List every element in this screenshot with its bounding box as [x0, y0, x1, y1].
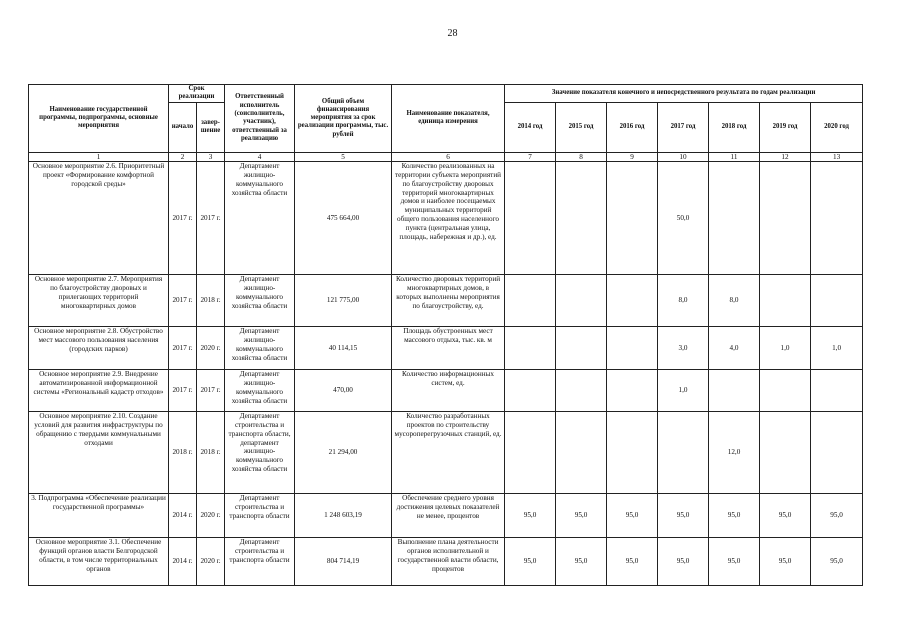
row-value: 95,0	[760, 538, 811, 586]
row-responsible: Департамент строительства и транспорта области	[225, 494, 295, 538]
row-end: 2020 г.	[197, 538, 225, 586]
row-indicator: Выполнение плана деятельности органов исполнительной и государственной власти области, процентов	[392, 538, 505, 586]
row-name: Основное мероприятие 2.7. Мероприятия по благоустройству дворовых и прилегающих территорий многоквартирных домов	[29, 275, 169, 327]
row-volume: 21 294,00	[295, 412, 392, 494]
header-responsible: Ответственный исполнитель (соисполнитель, участник), ответственный за реализацию	[225, 85, 295, 153]
column-number: 11	[709, 152, 760, 162]
row-responsible: Департамент жилищно-коммунального хозяйства области	[225, 327, 295, 370]
row-end: 2017 г.	[197, 370, 225, 412]
row-value: 95,0	[709, 494, 760, 538]
row-value	[709, 370, 760, 412]
header-values-group: Значение показателя конечного и непосредственного результата по годам реализации	[505, 85, 863, 103]
header-start: начало	[169, 102, 197, 152]
row-start: 2014 г.	[169, 538, 197, 586]
row-end: 2018 г.	[197, 412, 225, 494]
row-value: 95,0	[505, 538, 556, 586]
table-row	[29, 494, 863, 538]
row-end: 2020 г.	[197, 327, 225, 370]
row-value	[505, 275, 556, 327]
row-name: Основное мероприятие 2.6. Приоритетный проект «Формирование комфортной городской среды»	[29, 162, 169, 275]
program-table	[28, 84, 863, 586]
row-indicator: Площадь обустроенных мест массового отдыха, тыс. кв. м	[392, 327, 505, 370]
row-value	[760, 370, 811, 412]
row-end: 2020 г.	[197, 494, 225, 538]
column-number: 1	[29, 152, 169, 162]
row-volume: 1 248 603,19	[295, 494, 392, 538]
row-volume: 475 664,00	[295, 162, 392, 275]
row-value: 95,0	[760, 494, 811, 538]
row-value	[607, 370, 658, 412]
row-responsible: Департамент жилищно-коммунального хозяйства области	[225, 162, 295, 275]
row-value	[556, 370, 607, 412]
row-value	[505, 327, 556, 370]
row-name: Основное мероприятие 2.10. Создание условий для развития инфраструктуры по обращению с твердыми коммунальными отходами	[29, 412, 169, 494]
header-volume: Общий объем финансирования мероприятия за срок реализации программы, тыс. рублей	[295, 85, 392, 153]
row-value: 95,0	[658, 538, 709, 586]
header-year: 2019 год	[760, 102, 811, 152]
page-number: 28	[447, 28, 458, 39]
row-value: 12,0	[709, 412, 760, 494]
row-value	[607, 275, 658, 327]
row-end: 2017 г.	[197, 162, 225, 275]
column-number: 13	[811, 152, 863, 162]
row-responsible: Департамент строительства и транспорта области	[225, 538, 295, 586]
row-value: 8,0	[709, 275, 760, 327]
row-volume: 40 114,15	[295, 327, 392, 370]
row-value	[709, 162, 760, 275]
row-value: 95,0	[811, 494, 863, 538]
row-value: 50,0	[658, 162, 709, 275]
row-value: 95,0	[607, 538, 658, 586]
row-value	[811, 275, 863, 327]
row-responsible: Департамент жилищно-коммунального хозяйства области	[225, 275, 295, 327]
row-value	[607, 327, 658, 370]
row-value: 95,0	[505, 494, 556, 538]
header-year: 2015 год	[556, 102, 607, 152]
row-value	[760, 412, 811, 494]
row-start: 2018 г.	[169, 412, 197, 494]
row-value	[505, 162, 556, 275]
row-value	[811, 412, 863, 494]
header-name: Наименование государственной программы, подпрограммы, основные мероприятия	[29, 85, 169, 153]
row-volume: 121 775,00	[295, 275, 392, 327]
header-year: 2017 год	[658, 102, 709, 152]
row-start: 2017 г.	[169, 275, 197, 327]
row-value: 95,0	[607, 494, 658, 538]
row-name: Основное мероприятие 2.9. Внедрение автоматизированной информационной системы «Региональный кадастр отходов»	[29, 370, 169, 412]
row-start: 2017 г.	[169, 370, 197, 412]
column-number: 4	[225, 152, 295, 162]
header-year: 2014 год	[505, 102, 556, 152]
row-indicator: Количество разработанных проектов по строительству мусороперегрузочных станций, ед.	[392, 412, 505, 494]
column-number: 3	[197, 152, 225, 162]
column-number: 2	[169, 152, 197, 162]
row-value	[556, 162, 607, 275]
row-start: 2014 г.	[169, 494, 197, 538]
header-period: Срок реализации	[169, 85, 225, 103]
table-row	[29, 370, 863, 412]
row-value	[811, 162, 863, 275]
row-value	[505, 370, 556, 412]
row-volume: 804 714,19	[295, 538, 392, 586]
row-start: 2017 г.	[169, 162, 197, 275]
row-name: Основное мероприятие 2.8. Обустройство мест массового пользования населения (городских парков)	[29, 327, 169, 370]
row-indicator: Количество информационных систем, ед.	[392, 370, 505, 412]
column-number: 6	[392, 152, 505, 162]
row-value: 1,0	[658, 370, 709, 412]
table-row	[29, 538, 863, 586]
row-value	[556, 412, 607, 494]
row-responsible: Департамент строительства и транспорта области, департамент жилищно-коммунального хозяйства области	[225, 412, 295, 494]
row-indicator: Обеспечение среднего уровня достижения целевых показателей не менее, процентов	[392, 494, 505, 538]
row-value: 4,0	[709, 327, 760, 370]
row-volume: 470,00	[295, 370, 392, 412]
row-value: 95,0	[709, 538, 760, 586]
row-value: 95,0	[556, 494, 607, 538]
header-end: завер-шение	[197, 102, 225, 152]
row-start: 2017 г.	[169, 327, 197, 370]
table-row	[29, 327, 863, 370]
row-value	[505, 412, 556, 494]
row-value: 1,0	[760, 327, 811, 370]
table-row	[29, 412, 863, 494]
table-row	[29, 275, 863, 327]
column-number: 7	[505, 152, 556, 162]
row-value	[607, 412, 658, 494]
header-year: 2018 год	[709, 102, 760, 152]
column-number: 5	[295, 152, 392, 162]
row-indicator: Количество дворовых территорий многоквартирных домов, в которых выполнены мероприятия по благоустройству, ед.	[392, 275, 505, 327]
row-value	[760, 162, 811, 275]
header-year: 2016 год	[607, 102, 658, 152]
row-responsible: Департамент жилищно-коммунального хозяйства области	[225, 370, 295, 412]
column-number: 12	[760, 152, 811, 162]
row-value: 8,0	[658, 275, 709, 327]
row-name: 3. Подпрограмма «Обеспечение реализации государственной программы»	[29, 494, 169, 538]
row-value	[658, 412, 709, 494]
column-number: 9	[607, 152, 658, 162]
row-value: 3,0	[658, 327, 709, 370]
row-value: 95,0	[658, 494, 709, 538]
row-value: 95,0	[811, 538, 863, 586]
column-number: 10	[658, 152, 709, 162]
row-value	[760, 275, 811, 327]
row-value	[556, 327, 607, 370]
row-value	[811, 370, 863, 412]
row-value: 95,0	[556, 538, 607, 586]
row-value	[607, 162, 658, 275]
header-year: 2020 год	[811, 102, 863, 152]
row-value	[556, 275, 607, 327]
column-number-row	[29, 152, 863, 162]
column-number: 8	[556, 152, 607, 162]
header-indicator: Наименование показателя, единица измерения	[392, 85, 505, 153]
row-name: Основное мероприятие 3.1. Обеспечение функций органов власти Белгородской области, в том числе территориальных органов	[29, 538, 169, 586]
table-row	[29, 162, 863, 275]
row-value: 1,0	[811, 327, 863, 370]
row-end: 2018 г.	[197, 275, 225, 327]
row-indicator: Количество реализованных на территории субъекта мероприятий по благоустройству дворовых территорий многоквартирных домов и наиболее посещаемых муниципальных территорий общего пользования населенного пункта (центральная улица, площадь, набережная и др.), ед.	[392, 162, 505, 275]
